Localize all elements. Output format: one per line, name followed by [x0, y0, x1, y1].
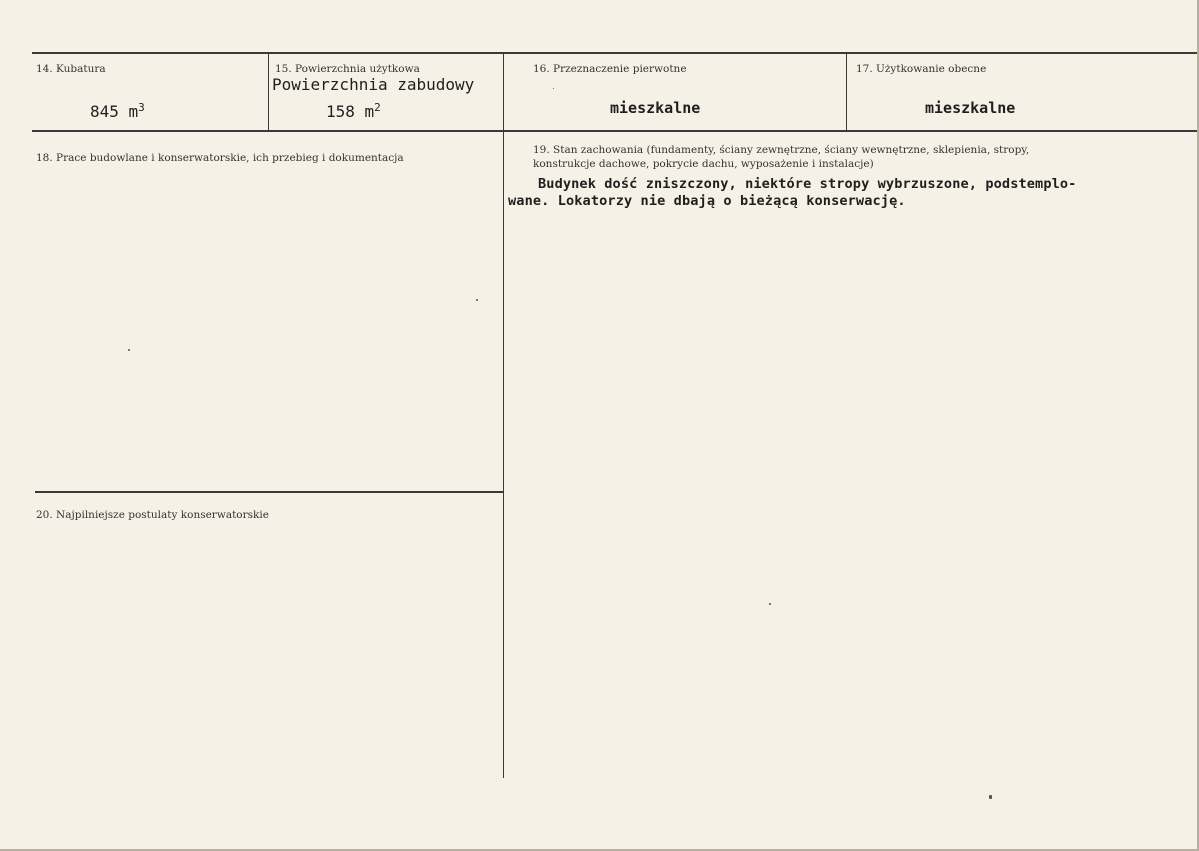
field-14-value	[90, 101, 145, 121]
field-19-label-line2: konstrukcje dachowe, pokrycie dachu, wyposażenie i instalacje)	[533, 158, 874, 170]
paper-speck	[553, 88, 554, 89]
field-19-label-line1: 19. Stan zachowania (fundamenty, ściany zewnętrzne, ściany wewnętrzne, sklepienia, stropy,	[533, 144, 1030, 156]
powierzchnia-value: 158 m	[326, 102, 375, 121]
paper-speck	[128, 349, 130, 351]
top-rule	[32, 52, 1197, 54]
field-18-label: 18. Prace budowlane i konserwatorskie, ich przebieg i dokumentacja	[36, 152, 404, 164]
field-19-text-line2: wane. Lokatorzy nie dbają o bieżącą konserwację.	[508, 193, 906, 209]
paper-speck	[989, 795, 992, 799]
rule-18-20	[35, 491, 503, 493]
divider-15-16	[503, 53, 504, 778]
paper-speck	[476, 299, 478, 301]
powierzchnia-unit-exponent: 2	[374, 101, 381, 114]
field-16-label: 16. Przeznaczenie pierwotne	[533, 63, 687, 75]
field-17-value: mieszkalne	[925, 99, 1016, 117]
divider-16-17	[846, 53, 847, 131]
field-15-label: 15. Powierzchnia użytkowa	[275, 63, 420, 75]
kubatura-value: 845 m	[90, 102, 139, 121]
divider-14-15	[268, 53, 269, 131]
field-17-label: 17. Użytkowanie obecne	[856, 63, 987, 75]
kubatura-unit-exponent: 3	[138, 101, 145, 114]
field-16-value: mieszkalne	[610, 99, 701, 117]
mid-rule	[32, 130, 1197, 132]
field-15-value	[326, 101, 381, 121]
field-14-label: 14. Kubatura	[36, 63, 106, 75]
field-15-typed-heading: Powierzchnia zabudowy	[272, 75, 475, 94]
field-19-text-line1: Budynek dość zniszczony, niektóre stropy wybrzuszone, podstemplo-	[538, 176, 1077, 192]
field-20-label: 20. Najpilniejsze postulaty konserwatorskie	[36, 509, 269, 521]
paper-speck	[769, 603, 771, 605]
